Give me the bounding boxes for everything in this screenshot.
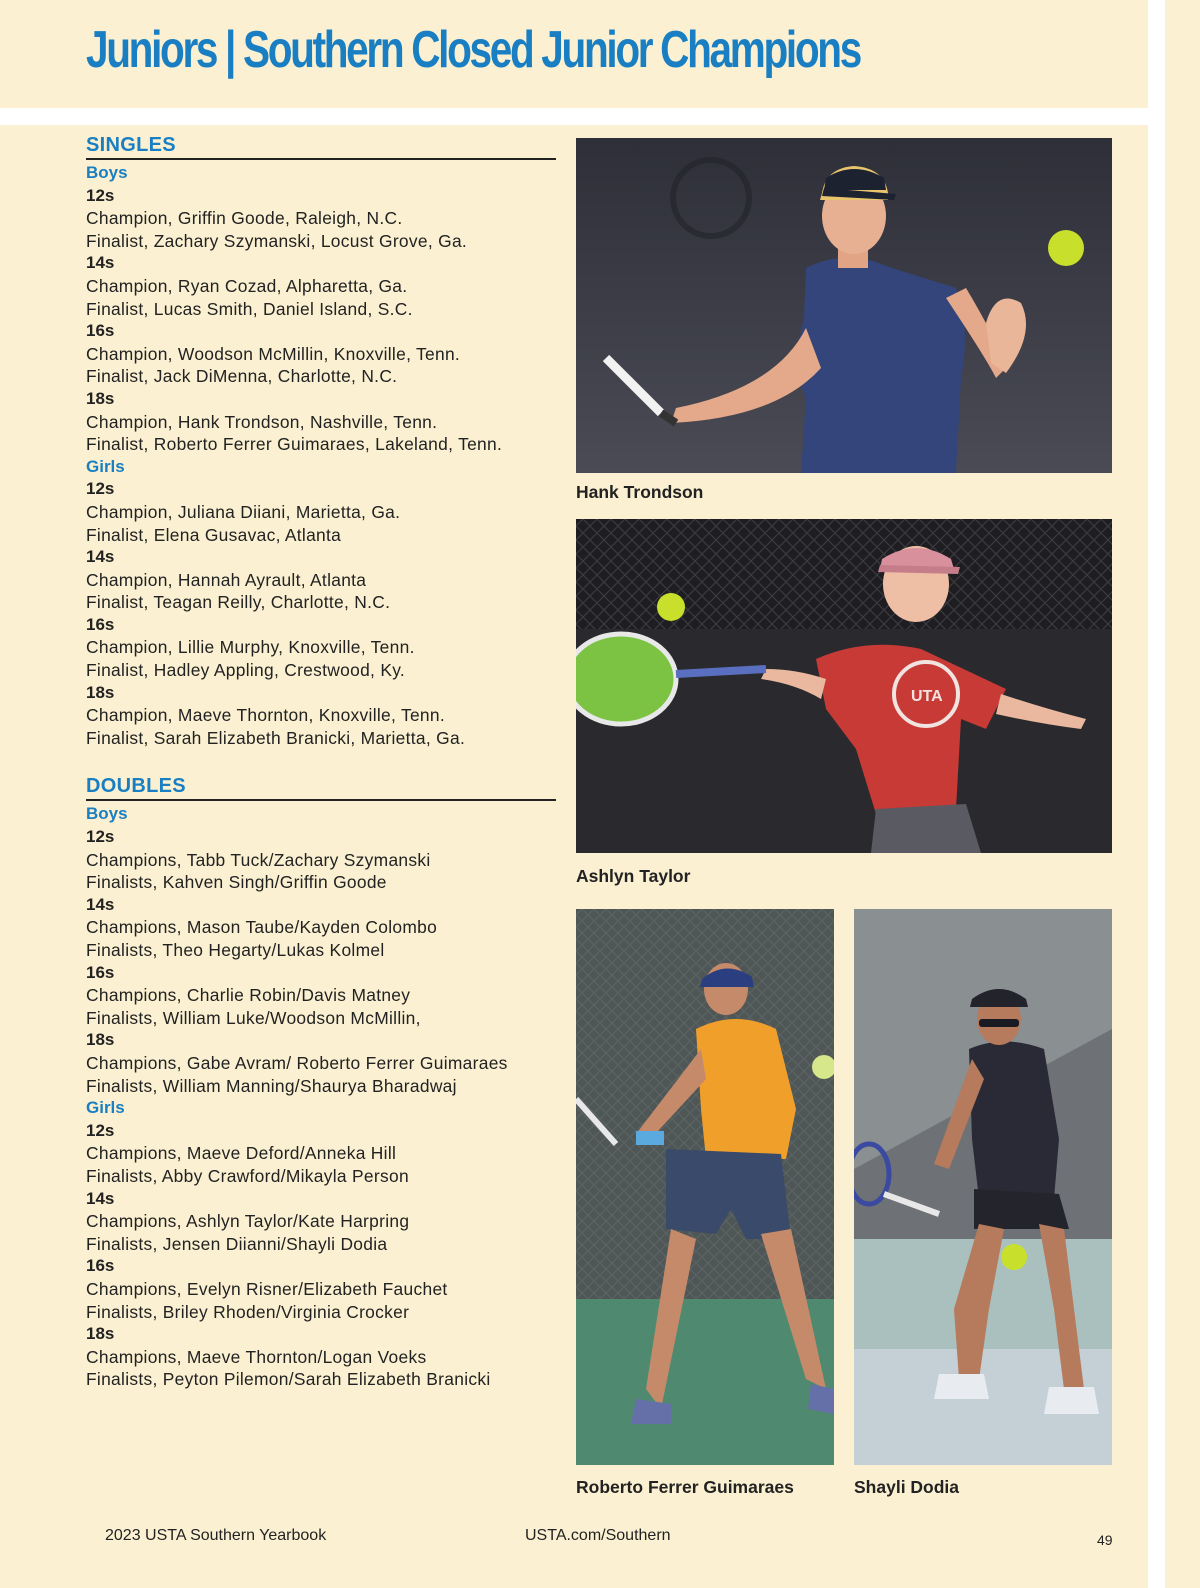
champion-line: Champion, Ryan Cozad, Alpharetta, Ga. xyxy=(86,275,408,296)
champion-line: Champion, Lillie Murphy, Knoxville, Tenn. xyxy=(86,637,415,658)
photo-shayli-dodia xyxy=(854,909,1112,1465)
age-division-label: 14s xyxy=(86,1188,115,1208)
age-division-label: 18s xyxy=(86,1030,115,1050)
finalist-line: Finalist, Roberto Ferrer Guimaraes, Lakeland, Tenn. xyxy=(86,434,503,455)
age-division-label: 12s xyxy=(86,827,115,847)
roberto-ferrer-guimaraes-photo-illustration xyxy=(576,909,834,1465)
photo-ashlyn-taylor xyxy=(576,519,1112,853)
photo-hank-trondson xyxy=(576,138,1112,473)
age-division-label: 18s xyxy=(86,682,115,702)
age-division-label: 14s xyxy=(86,894,115,914)
champion-line: Champion, Hank Trondson, Nashville, Tenn. xyxy=(86,411,438,432)
finalist-line: Finalists, Briley Rhoden/Virginia Crocker xyxy=(86,1301,410,1322)
finalist-line: Finalist, Teagan Reilly, Charlotte, N.C. xyxy=(86,592,391,613)
divider-horizontal xyxy=(0,108,1200,125)
caption-shayli-dodia: Shayli Dodia xyxy=(854,1477,960,1497)
finalist-line: Finalist, Zachary Szymanski, Locust Grove, Ga. xyxy=(86,230,468,251)
finalist-line: Finalists, Jensen Diianni/Shayli Dodia xyxy=(86,1233,388,1254)
champion-line: Champion, Juliana Diiani, Marietta, Ga. xyxy=(86,501,401,522)
caption-ashlyn-taylor: Ashlyn Taylor xyxy=(576,866,691,886)
age-division-label: 12s xyxy=(86,185,115,205)
caption-hank-trondson: Hank Trondson xyxy=(576,482,704,502)
footer-website-link[interactable]: USTA.com/Southern xyxy=(525,1527,671,1544)
singles-heading: SINGLES xyxy=(86,134,556,160)
champion-line: Champions, Maeve Deford/Anneka Hill xyxy=(86,1143,397,1164)
champion-line: Champion, Hannah Ayrault, Atlanta xyxy=(86,569,367,590)
age-division-label: 12s xyxy=(86,1120,115,1140)
champion-line: Champions, Charlie Robin/Davis Matney xyxy=(86,985,411,1006)
age-division-label: 16s xyxy=(86,614,115,634)
finalist-line: Finalists, Peyton Pilemon/Sarah Elizabeth Branicki xyxy=(86,1369,491,1390)
shirt-logo-text: UTA xyxy=(911,688,943,705)
finalist-line: Finalist, Lucas Smith, Daniel Island, S.C. xyxy=(86,298,413,319)
champion-line: Champions, Maeve Thornton/Logan Voeks xyxy=(86,1346,427,1367)
champion-line: Champions, Ashlyn Taylor/Kate Harpring xyxy=(86,1211,410,1232)
caption-roberto-ferrer-guimaraes: Roberto Ferrer Guimaraes xyxy=(576,1477,794,1497)
doubles-gender-girls: Girls xyxy=(86,1098,125,1118)
divider-vertical xyxy=(1148,0,1165,1588)
page-number: 49 xyxy=(1097,1532,1113,1548)
finalist-line: Finalist, Jack DiMenna, Charlotte, N.C. xyxy=(86,366,398,387)
doubles-gender-boys: Boys xyxy=(86,804,128,824)
ashlyn-taylor-photo-illustration xyxy=(576,519,1112,853)
age-division-label: 18s xyxy=(86,388,115,408)
next-page-edge xyxy=(1165,0,1200,1588)
champion-line: Champions, Evelyn Risner/Elizabeth Fauchet xyxy=(86,1278,448,1299)
finalist-line: Finalists, Abby Crawford/Mikayla Person xyxy=(86,1165,409,1186)
finalist-line: Finalists, Theo Hegarty/Lukas Kolmel xyxy=(86,940,385,960)
hank-trondson-photo-illustration xyxy=(576,138,1112,473)
doubles-section xyxy=(86,775,556,1390)
champion-line: Champion, Maeve Thornton, Knoxville, Tenn. xyxy=(86,705,446,726)
finalist-line: Finalist, Elena Gusavac, Atlanta xyxy=(86,524,342,545)
champion-line: Champions, Gabe Avram/ Roberto Ferrer Guimaraes xyxy=(86,1052,508,1073)
singles-section xyxy=(86,134,556,749)
singles-gender-girls: Girls xyxy=(86,456,125,476)
champion-line: Champions, Tabb Tuck/Zachary Szymanski xyxy=(86,849,431,870)
footer-yearbook: 2023 USTA Southern Yearbook xyxy=(105,1527,327,1544)
age-division-label: 12s xyxy=(86,479,115,499)
age-division-label: 16s xyxy=(86,1256,115,1276)
results-column xyxy=(86,134,556,1391)
age-division-label: 14s xyxy=(86,547,115,567)
photo-roberto-ferrer-guimaraes xyxy=(576,909,834,1465)
finalist-line: Finalists, Kahven Singh/Griffin Goode xyxy=(86,872,387,893)
shayli-dodia-photo-illustration xyxy=(854,909,1112,1465)
singles-gender-boys: Boys xyxy=(86,163,128,182)
finalist-line: Finalist, Sarah Elizabeth Branicki, Marietta, Ga. xyxy=(86,727,466,748)
doubles-heading: DOUBLES xyxy=(86,775,556,801)
age-division-label: 14s xyxy=(86,253,115,273)
finalist-line: Finalist, Hadley Appling, Crestwood, Ky. xyxy=(86,660,406,681)
champion-line: Champion, Woodson McMillin, Knoxville, Tenn. xyxy=(86,343,461,364)
age-division-label: 16s xyxy=(86,321,115,341)
age-division-label: 18s xyxy=(86,1324,115,1344)
champion-line: Champions, Mason Taube/Kayden Colombo xyxy=(86,917,438,938)
finalist-line: Finalists, William Luke/Woodson McMillin, xyxy=(86,1007,421,1028)
finalist-line: Finalists, William Manning/Shaurya Bharadwaj xyxy=(86,1075,457,1096)
champion-line: Champion, Griffin Goode, Raleigh, N.C. xyxy=(86,208,403,229)
page-title: Juniors | Southern Closed Junior Champions xyxy=(86,21,860,79)
age-division-label: 16s xyxy=(86,962,115,982)
